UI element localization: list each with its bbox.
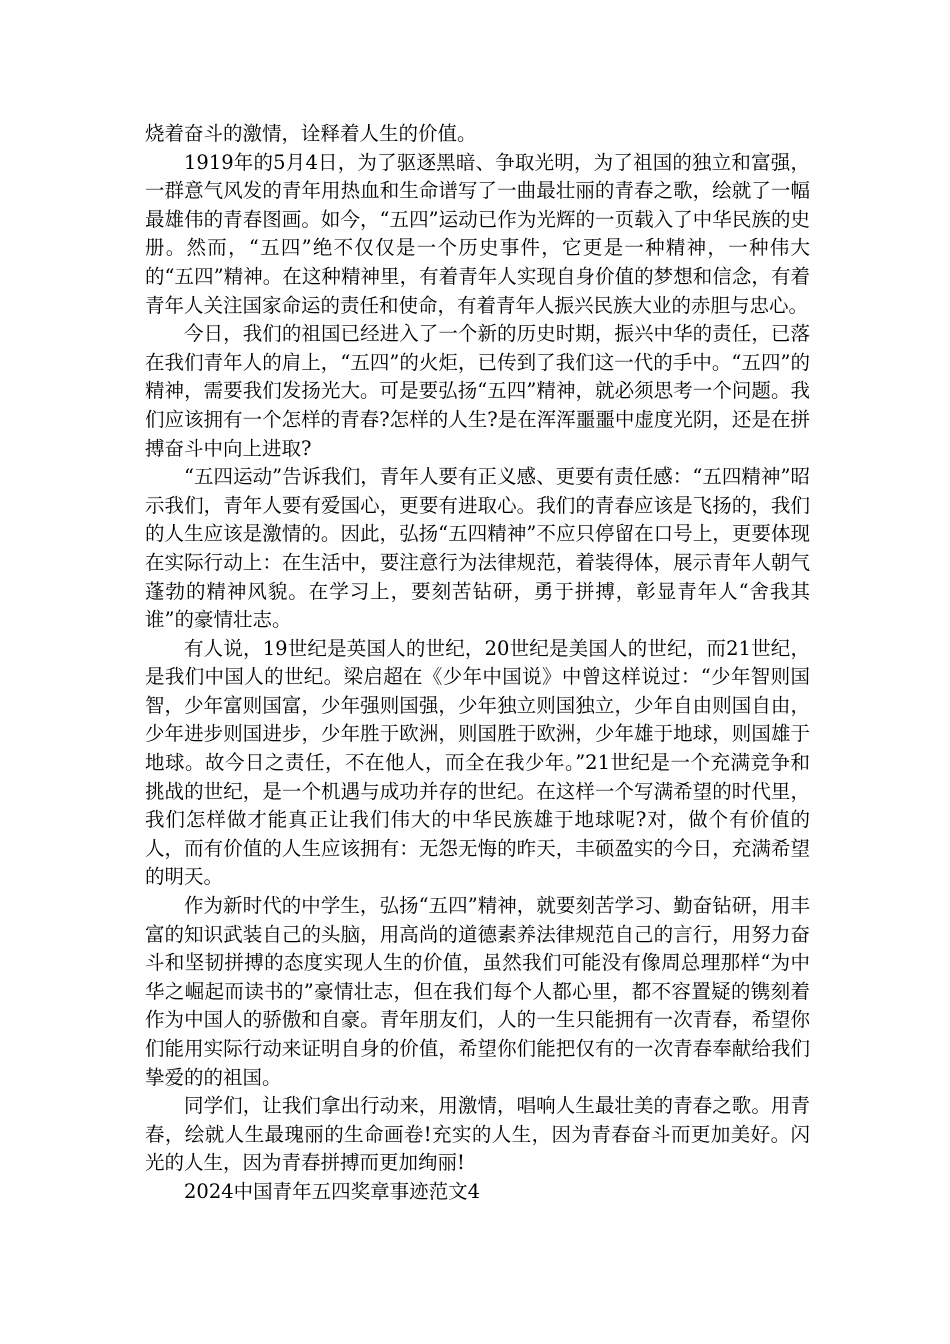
paragraph-continued: 烧着奋斗的激情，诠释着人生的价值。	[145, 122, 477, 145]
paragraph-21st-century: 有人说，19世纪是英国人的世纪，20世纪是美国人的世纪，而21世纪，是我们中国人的世纪。梁启超在《少年中国说》中曾这样说过：“少年智则国智，少年富则国富，少年强则国强，少年独立则国独立，少年自由则国自由，少年进步则国进步，少年胜于欧洲，则国胜于欧洲，少年雄于地球，则国雄于地球。故今日之责任，不在他人，而全在我少年。”21世纪是一个充满竞争和挑战的世纪，是一个机遇与成功并存的世纪。在这样一个写满希望的时代里，我们怎样做才能真正让我们伟大的中华民族雄于地球呢?对，做个有价值的人，而有价值的人生应该拥有：无怨无悔的昨天，丰硕盈实的今日，充满希望的明天。	[145, 636, 810, 889]
paragraph-call-to-action: 同学们，让我们拿出行动来，用激情，唱响人生最壮美的青春之歌。用青春，绘就人生最瑰丽的生命画卷!充实的人生，因为青春奋斗而更加美好。闪光的人生，因为青春拼搏而更加绚丽!	[145, 1094, 810, 1175]
section-heading: 2024中国青年五四奖章事迹范文4	[184, 1179, 481, 1203]
document-body	[145, 120, 810, 1207]
paragraph-may-fourth-history: 1919年的5月4日，为了驱逐黑暗、争取光明，为了祖国的独立和富强，一群意气风发的青年用热血和生命谱写了一曲最壮丽的青春之歌，绘就了一幅最雄伟的青春图画。如今，“五四”运动已作为光辉的一页载入了中华民族的史册。然而，“五四”绝不仅仅是一个历史事件，它更是一种精神，一种伟大的“五四”精神。在这种精神里，有着青年人实现自身价值的梦想和信念，有着青年人关注国家命运的责任和使命，有着青年人振兴民族大业的赤胆与忠心。	[145, 150, 810, 317]
paragraph-may-fourth-spirit: “五四运动”告诉我们，青年人要有正义感、更要有责任感：“五四精神”昭示我们，青年人要有爱国心，更要有进取心。我们的青春应该是飞扬的，我们的人生应该是激情的。因此，弘扬“五四精神”不应只停留在口号上，更要体现在实际行动上：在生活中，要注意行为法律规范，着装得体，展示青年人朝气蓬勃的精神风貌。在学习上，要刻苦钻研，勇于拼搏，彰显青年人“舍我其谁”的豪情壮志。	[145, 465, 810, 632]
paragraph-students: 作为新时代的中学生，弘扬“五四”精神，就要刻苦学习、勤奋钻研，用丰富的知识武装自己的头脑，用高尚的道德素养法律规范自己的言行，用努力奋斗和坚韧拼搏的态度实现人生的价值，虽然我们可能没有像周总理那样“为中华之崛起而读书的”豪情壮志，但在我们每个人都心里，都不容置疑的镌刻着作为中国人的骄傲和自豪。青年朋友们，人的一生只能拥有一次青春，希望你们能用实际行动来证明自身的价值，希望你们能把仅有的一次青春奉献给我们挚爱的的祖国。	[145, 894, 810, 1089]
paragraph-new-era: 今日，我们的祖国已经进入了一个新的历史时期，振兴中华的责任，已落在我们青年人的肩上，“五四”的火炬，已传到了我们这一代的手中。“五四”的精神，需要我们发扬光大。可是要弘扬“五四”精神，就必须思考一个问题。我们应该拥有一个怎样的青春?怎样的人生?是在浑浑噩噩中虚度光阴，还是在拼搏奋斗中向上进取?	[145, 322, 810, 460]
